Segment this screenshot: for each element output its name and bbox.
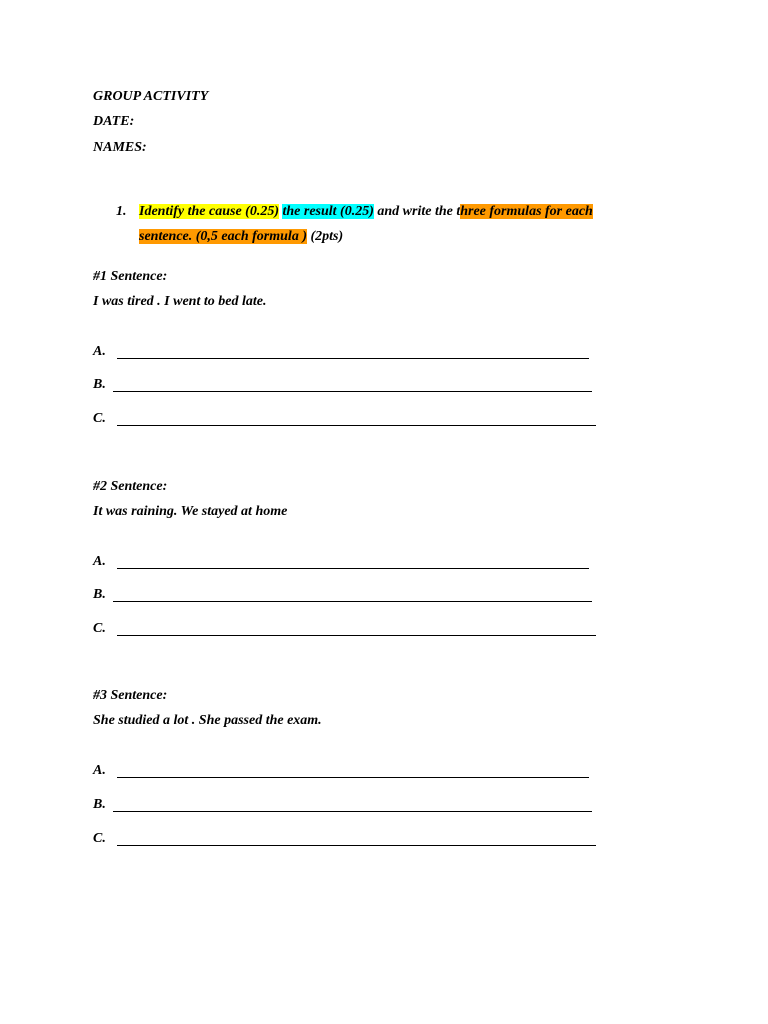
answer-blank-line[interactable] bbox=[117, 763, 589, 778]
exercise-2-answer-a[interactable] bbox=[93, 553, 589, 571]
exercise-3-heading: #3 Sentence: bbox=[93, 688, 168, 703]
exercise-1-answer-b[interactable] bbox=[93, 376, 592, 394]
exercise-1-answer-a[interactable] bbox=[93, 343, 589, 361]
answer-blank-line[interactable] bbox=[117, 621, 596, 636]
sentence-formula-highlight: sentence. (0,5 each formula ) bbox=[139, 229, 307, 244]
answer-letter: C. bbox=[93, 411, 106, 426]
formulas-highlight: hree formulas for each bbox=[460, 204, 593, 219]
result-highlight: the result (0.25) bbox=[282, 204, 374, 219]
answer-blank-line[interactable] bbox=[113, 797, 592, 812]
exercise-2-answer-c[interactable] bbox=[93, 620, 596, 638]
exercise-3-answer-b[interactable] bbox=[93, 796, 592, 814]
answer-letter: B. bbox=[93, 587, 106, 602]
answer-letter: C. bbox=[93, 831, 106, 846]
exercise-1-sentence: I was tired . I went to bed late. bbox=[93, 294, 267, 309]
instruction-line-2 bbox=[139, 228, 343, 246]
answer-letter: B. bbox=[93, 377, 106, 392]
date-label: DATE: bbox=[93, 114, 135, 129]
answer-blank-line[interactable] bbox=[117, 831, 596, 846]
answer-blank-line[interactable] bbox=[113, 377, 592, 392]
answer-letter: A. bbox=[93, 763, 106, 778]
exercise-2-answer-b[interactable] bbox=[93, 586, 592, 604]
answer-blank-line[interactable] bbox=[117, 411, 596, 426]
answer-blank-line[interactable] bbox=[113, 587, 592, 602]
instruction-and-write: and write the t bbox=[373, 204, 461, 219]
activity-title: GROUP ACTIVITY bbox=[93, 89, 209, 104]
instruction-line-1 bbox=[139, 203, 593, 221]
instruction-number: 1. bbox=[116, 204, 127, 219]
answer-blank-line[interactable] bbox=[117, 554, 589, 569]
answer-letter: A. bbox=[93, 554, 106, 569]
answer-blank-line[interactable] bbox=[117, 344, 589, 359]
instruction-points: (2pts) bbox=[306, 229, 344, 244]
exercise-2-sentence: It was raining. We stayed at home bbox=[93, 504, 288, 519]
answer-letter: C. bbox=[93, 621, 106, 636]
exercise-3-answer-c[interactable] bbox=[93, 830, 596, 848]
cause-highlight: Identify the cause (0.25) bbox=[139, 204, 279, 219]
exercise-2-heading: #2 Sentence: bbox=[93, 479, 168, 494]
exercise-1-answer-c[interactable] bbox=[93, 410, 596, 428]
exercise-3-sentence: She studied a lot . She passed the exam. bbox=[93, 713, 322, 728]
exercise-1-heading: #1 Sentence: bbox=[93, 269, 168, 284]
answer-letter: B. bbox=[93, 797, 106, 812]
names-label: NAMES: bbox=[93, 140, 147, 155]
answer-letter: A. bbox=[93, 344, 106, 359]
exercise-3-answer-a[interactable] bbox=[93, 762, 589, 780]
